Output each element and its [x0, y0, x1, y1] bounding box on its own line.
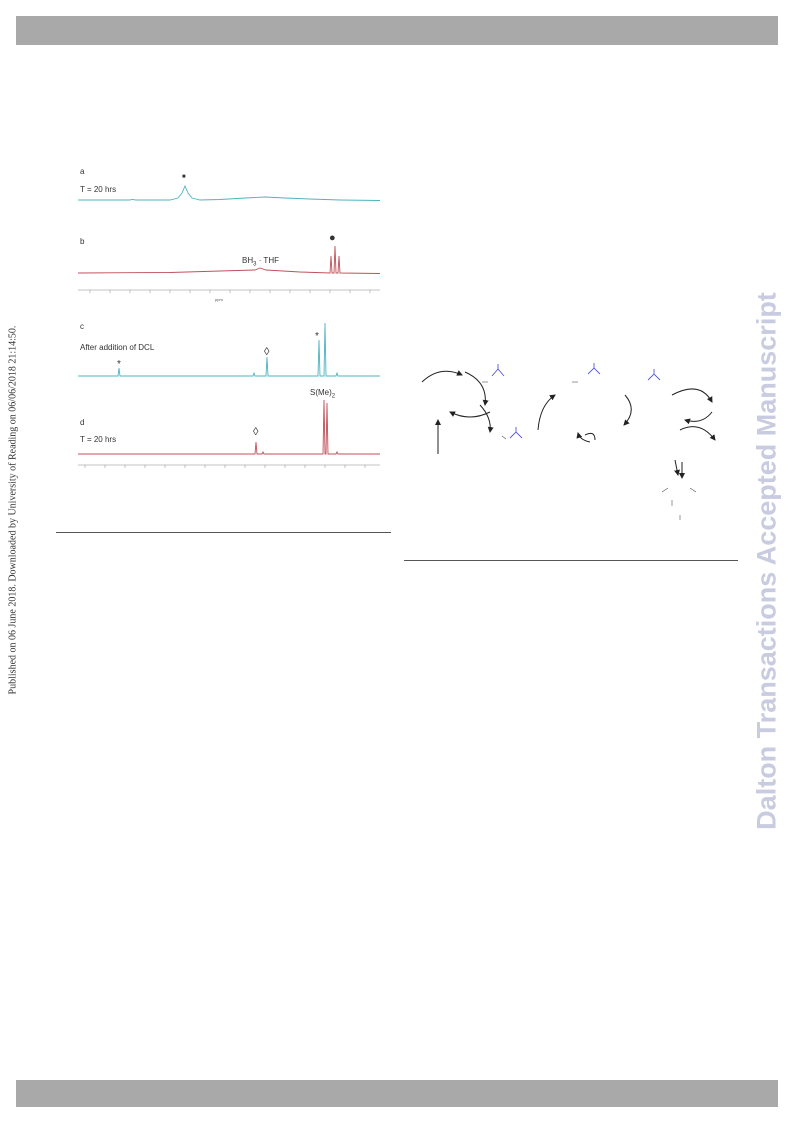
panel-c-letter: c	[80, 322, 84, 331]
nmr-spectra-figure	[70, 160, 390, 505]
panel-d-label: T = 20 hrs	[80, 435, 117, 444]
trace-a	[78, 186, 380, 201]
footer-bar	[16, 1080, 778, 1107]
panel-a-marker: ■	[182, 174, 186, 180]
panel-d-peak-label-sub: 2	[331, 393, 336, 400]
panel-a-letter: a	[80, 167, 85, 176]
reaction-scheme-drawing	[410, 360, 730, 540]
reaction-scheme	[410, 360, 730, 540]
panel-c-marker-3: *	[315, 331, 319, 342]
panel-c-marker-2: ◊	[264, 346, 270, 358]
panel-d-peak-label-main: S(Me)	[310, 388, 332, 397]
nmr-spectra-traces	[70, 160, 390, 505]
panel-b-label-sub: 3	[253, 261, 257, 268]
panel-c-marker-1: *	[117, 359, 121, 370]
panel-b-marker: ●	[329, 232, 336, 244]
panel-b-label-tail: · THF	[256, 256, 279, 265]
panel-b-letter: b	[80, 237, 85, 246]
trace-b	[78, 246, 380, 274]
panel-a-label: T = 20 hrs	[80, 185, 117, 194]
journal-watermark	[746, 238, 788, 883]
trace-d	[78, 400, 380, 454]
panel-d-marker: ◊	[253, 426, 259, 438]
panel-b-label-main: BH	[242, 256, 254, 265]
panel-b-axis-unit: ppm	[215, 297, 223, 302]
panel-d-letter: d	[80, 418, 85, 427]
axis-b	[78, 290, 380, 293]
scheme-right-rule	[404, 560, 738, 561]
figure-left-rule	[56, 532, 391, 533]
publication-side-note	[2, 310, 24, 710]
axis-d	[78, 465, 380, 468]
trace-c	[78, 323, 380, 376]
watermark-text: Dalton Transactions Accepted Manuscript	[751, 291, 782, 830]
publication-side-text: Published on 06 June 2018. Downloaded by University of Reading on 06/06/2018 21:14:50.	[7, 325, 19, 695]
panel-c-label: After addition of DCL	[80, 343, 155, 352]
header-bar	[16, 16, 778, 45]
